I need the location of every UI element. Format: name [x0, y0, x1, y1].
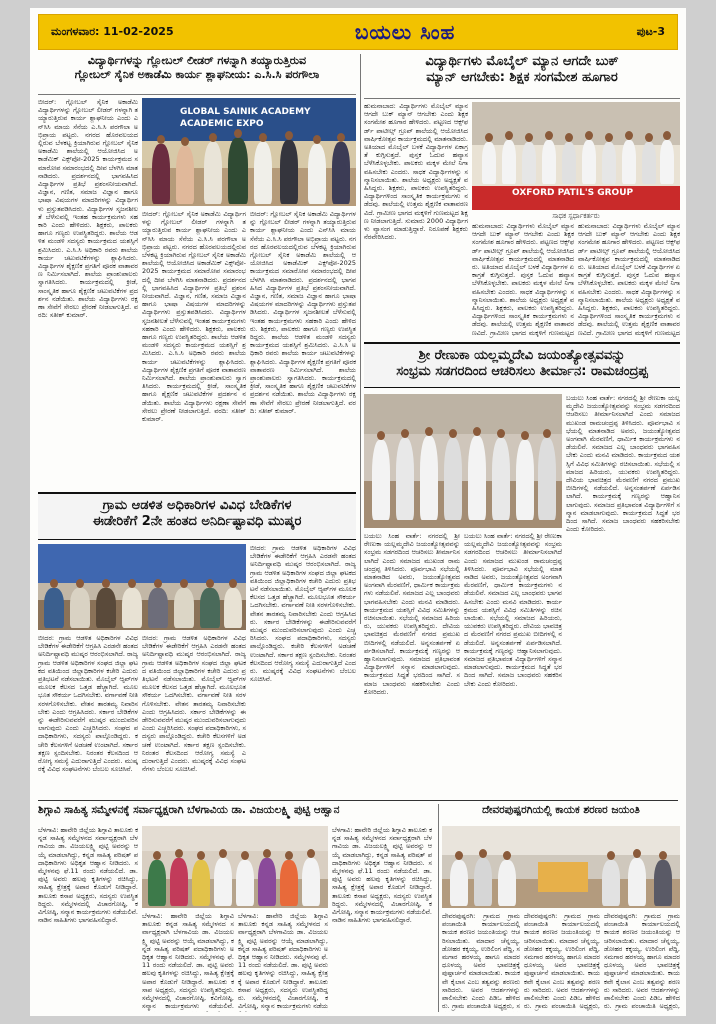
renuka-headline-line1: ಶ್ರೀ ರೇಣುಕಾ ಯಲ್ಲಮ್ಮದೇವಿ ಜಯಂತ್ಯೋತ್ಸವವನ್ನು: [418, 348, 626, 363]
sainik-body-col2: ಬೀದರ್: ಗ್ಲೋಬಲ್ ಸೈನಿಕ ಅಕಾಡೆಮಿ ವಿದ್ಯಾರ್ಥಿಗಳನ್ನು ಗ್ಲೋಬಲ್ ಲೀಡರ್ ಗಳನ್ನಾಗಿ ತಯ್ಯಾರುತ್ತಿರುವ ಕಾರ್ಯ ಶ್ಲಾಘನೀಯ ಎಂದು ಎನ್‌ಸಿಸಿ ಮಾಯ ಸೆನೆಯ ಎ.ಸಿ.ಸಿ ಪರಗೌಲಾ ಅಭಿಪ್ರಾಯ ಪಟ್ಟರು. ನಗರದ ಹೊರವಲಯದಲ್ಲಿರುವ ಬೆಳಕಟ್ಟ ಕ್ರಿಯಾಗಿರುವ ಗ್ಲೋಬಲ್ ಸೈನಿಕ ಅಕಾಡೆಮಿ ಶಾಲೆಯಲ್ಲಿ ಆಯೋಜಿಸಿದ ಅಕಾಡೆಮಿಕ್ ಎಕ್ಸ್‌ಪೋ-2025 ಕಾರ್ಯಕ್ರಮದ ಸಮಾರೋಪ ಸಮಾರಂಭದಲ್ಲಿ ದೀಪ ಬೆಳಗಿಸಿ ಮಾತನಾಡಿದರು. ಪ್ರದರ್ಶನದಲ್ಲಿ ಭಾಗವಹಿಸಿದ ವಿದ್ಯಾರ್ಥಿಗಳ ಪ್ರತಿಭೆ ಪ್ರಶಂಸನೀಯವಾಗಿದೆ. ವಿಜ್ಞಾನ, ಗಣಿತ, ಸಮಾಜ ವಿಜ್ಞಾನ ಹಾಗೂ ಭಾಷಾ ವಿಷಯಗಳ ಮಾದರಿಗಳನ್ನು ವಿದ್ಯಾರ್ಥಿಗಳು ಪ್ರಸ್ತುತಪಡಿಸಿದರು. ವಿದ್ಯಾರ್ಥಿಗಳ ಸೃಜನಶೀಲತೆ ಬೆಳೆಸುವಲ್ಲಿ ಇಂತಹ ಕಾರ್ಯಕ್ರಮಗಳು ಸಹಕಾರಿ ಎಂದು ಹೇಳಿದರು. ಶಿಕ್ಷಕರು, ಪಾಲಕರು ಹಾಗೂ ಗಣ್ಯರು ಉಪಸ್ಥಿತರಿದ್ದರು. ಶಾಲೆಯ ಆಡಳಿತ ಮಂಡಳಿ ಸದಸ್ಯರು ಕಾರ್ಯಕ್ರಮದ ಯಶಸ್ಸಿಗೆ ಶ್ರಮಿಸಿದರು. ಎ.ಸಿ.ಸಿ ಅಧಿಕಾರಿ ರವರು ಶಾಲೆಯ ಕಾರ್ಯ ಚಟುವಟಿಕೆಗಳನ್ನು ಶ್ಲಾಘಿಸಿದರು. ವಿದ್ಯಾರ್ಥಿಗಳ ಶೈಕ್ಷಣಿಕ ಪ್ರಗತಿಗೆ ಪೂರಕ ವಾತಾವರಣ ನಿರ್ಮಿಸಲಾಗಿದೆ. ಶಾಲೆಯ ಪ್ರಾಂಶುಪಾಲರು ಸ್ವಾಗತಿಸಿದರು. ಕಾರ್ಯಕ್ರಮದಲ್ಲಿ ಕ್ರೀಡೆ, ಸಾಂಸ್ಕೃತಿಕ ಹಾಗೂ ಶೈಕ್ಷಣಿಕ ಚಟುವಟಿಕೆಗಳ ಪ್ರದರ್ಶನ ನಡೆಯಿತು. ಶಾಲೆಯ ವಿದ್ಯಾರ್ಥಿಗಳು ರಕ್ಷಣಾ ಸೇವೆಗೆ ಸೇರಲು ಪ್ರೇರಣೆ ನೀಡಲಾಗುತ್ತಿದೆ. ವರದಿ: ಸತೀಶ್ ಕುಮಾರ್.: [142, 210, 246, 424]
renuka-body-col2: ಬಯಲು ಸಿಂಹ ವಾರ್ತೆ: ನಗರದಲ್ಲಿ ಶ್ರೀ ರೇಣುಕಾ ಯಲ್ಲಮ್ಮದೇವಿ ಜಯಂತ್ಯೋತ್ಸವವನ್ನು ಸಂಭ್ರಮ ಸಡಗರದಿಂದ ಆಚರಿಸಲು ತೀರ್ಮಾನಿಸಲಾಗಿದೆ ಎಂದು ಸಮಾಜದ ಮುಖಂಡ ರಾಮಚಂದ್ರಪ್ಪ ತಿಳಿಸಿದರು. ಪೂರ್ವಭಾವಿ ಸಭೆಯಲ್ಲಿ ಮಾತನಾಡಿದ ಅವರು, ಜಯಂತ್ಯೋತ್ಸವದ ಅಂಗವಾಗಿ ಮೆರವಣಿಗೆ, ಧಾರ್ಮಿಕ ಕಾರ್ಯಕ್ರಮಗಳು ನಡೆಯಲಿವೆ. ಸಮಾಜದ ಎಲ್ಲ ಬಾಂಧವರು ಭಾಗವಹಿಸಬೇಕು ಎಂದು ಮನವಿ ಮಾಡಿದರು. ಕಾರ್ಯಕ್ರಮದ ಯಶಸ್ಸಿಗೆ ವಿವಿಧ ಸಮಿತಿಗಳನ್ನು ರಚಿಸಲಾಯಿತು. ಸಭೆಯಲ್ಲಿ ಸಮಾಜದ ಹಿರಿಯರು, ಯುವಕರು ಉಪಸ್ಥಿತರಿದ್ದರು. ದೇವಿಯ ಭಾವಚಿತ್ರದ ಮೆರವಣಿಗೆ ನಗರದ ಪ್ರಮುಖ ಬೀದಿಗಳಲ್ಲಿ ನಡೆಯಲಿದೆ. ಅನ್ನಸಂತರ್ಪಣೆ ಏರ್ಪಡಿಸಲಾಗಿದೆ. ಕಾರ್ಯಕ್ರಮಕ್ಕೆ ಗಣ್ಯರನ್ನು ಆಹ್ವಾನಿಸಲಾಗುವುದು. ಸಮಾಜದ ಪ್ರತಿಭಾವಂತ ವಿದ್ಯಾರ್ಥಿಗಳಿಗೆ ಸನ್ಮಾನ ಮಾಡಲಾಗುವುದು. ಕಾರ್ಯಕ್ರಮದ ಸಿದ್ಧತೆ ಭರದಿಂದ ಸಾಗಿದೆ. ಸಮಾಜ ಬಾಂಧವರು ಸಹಕರಿಸಬೇಕು ಎಂದು ಕೋರಿದರು.: [364, 532, 460, 696]
sainik-headline: [38, 54, 356, 94]
gram-body-col2: ಬೀದರ: ಗ್ರಾಮ ಆಡಳಿತ ಅಧಿಕಾರಿಗಳ ವಿವಿಧ ಬೇಡಿಕೆಗಳ ಈಡೇರಿಕೆಗೆ ಆಗ್ರಹಿಸಿ ಎರಡನೇ ಹಂತದ ಅನಿರ್ದಿಷ್ಟಾವಧಿ ಮುಷ್ಕರ ಆರಂಭಿಸಲಾಗಿದೆ. ರಾಜ್ಯ ಗ್ರಾಮ ಆಡಳಿತ ಅಧಿಕಾರಿಗಳ ಸಂಘದ ಜಿಲ್ಲಾ ಘಟಕದ ವತಿಯಿಂದ ಜಿಲ್ಲಾಧಿಕಾರಿಗಳ ಕಚೇರಿ ಎದುರು ಪ್ರತಿಭಟನೆ ನಡೆಸಲಾಯಿತು. ಮೊಬೈಲ್ ಆ್ಯಪ್‌ಗಳ ಮೂಲಕ ಕೆಲಸದ ಒತ್ತಡ ಹೆಚ್ಚಾಗಿದೆ. ಮೂಲಭೂತ ಸೌಕರ್ಯ ಒದಗಿಸಬೇಕು. ವರ್ಗಾವಣೆ ನೀತಿ ಸರಳಗೊಳಿಸಬೇಕು. ವೇತನ ತಾರತಮ್ಯ ನಿವಾರಿಸಬೇಕು ಎಂದು ಆಗ್ರಹಿಸಿದರು. ಸರ್ಕಾರ ಬೇಡಿಕೆಗಳನ್ನು ಈಡೇರಿಸುವವರೆಗೆ ಮುಷ್ಕರ ಮುಂದುವರಿಸಲಾಗುವುದು ಎಂದು ಎಚ್ಚರಿಸಿದರು. ಸಂಘದ ಪದಾಧಿಕಾರಿಗಳು, ಸದಸ್ಯರು ಪಾಲ್ಗೊಂಡಿದ್ದರು. ಕಚೇರಿ ಕೆಲಸಗಳಿಗೆ ಅಡಚಣೆ ಉಂಟಾಗಿದೆ. ಸರ್ಕಾರ ತಕ್ಷಣ ಸ್ಪಂದಿಸಬೇಕು. ನಿರಂತರ ಕೆಲಸದಿಂದ ಆರೋಗ್ಯ ಸಮಸ್ಯೆ ಎದುರಾಗುತ್ತಿದೆ ಎಂದರು. ಮುಷ್ಕರಕ್ಕೆ ವಿವಿಧ ಸಂಘಟನೆಗಳು ಬೆಂಬಲ ಸೂಚಿಸಿವೆ.: [38, 634, 138, 774]
page-number: ಪುಟ-3: [636, 25, 665, 38]
kayaka-photo-portrait: [538, 862, 588, 892]
sahitya-photo: [142, 826, 328, 908]
mobile-body-col3: ಹುಮನಾಬಾದ: ವಿದ್ಯಾರ್ಥಿಗಳು ಮೊಬೈಲ್ ಮ್ಯಾನ ಆಗದೇ ಬುಕ್ ಮ್ಯಾನ್ ಆಗಬೇಕು ಎಂದು ಶಿಕ್ಷಕ ಸಂಗಮೇಶ ಹೂಗಾರ ಹೇಳಿದರು. ಪಟ್ಟಣದ ಆಕ್ಸ್‌ಫರ್ಡ್ ಪಾಟೀಲ್ಸ್ ಗ್ರೂಪ್ ಶಾಲೆಯಲ್ಲಿ ಆಯೋಜಿಸಿದ ವಾರ್ಷಿಕೋತ್ಸವ ಕಾರ್ಯಕ್ರಮದಲ್ಲಿ ಮಾತನಾಡಿದರು. ಅತಿಯಾದ ಮೊಬೈಲ್ ಬಳಕೆ ವಿದ್ಯಾರ್ಥಿಗಳ ಏಕಾಗ್ರತೆ ಕುಗ್ಗಿಸುತ್ತದೆ. ಪುಸ್ತಕ ಓದುವ ಹವ್ಯಾಸ ಬೆಳೆಸಿಕೊಳ್ಳಬೇಕು. ಪಾಲಕರು ಮಕ್ಕಳ ಮೇಲೆ ನಿಗಾ ವಹಿಸಬೇಕು ಎಂದರು. ಸಾಧಕ ವಿದ್ಯಾರ್ಥಿಗಳನ್ನು ಸನ್ಮಾನಿಸಲಾಯಿತು. ಶಾಲೆಯ ಅಧ್ಯಕ್ಷರು ಅಧ್ಯಕ್ಷತೆ ವಹಿಸಿದ್ದರು. ಶಿಕ್ಷಕರು, ಪಾಲಕರು ಉಪಸ್ಥಿತರಿದ್ದರು. ವಿದ್ಯಾರ್ಥಿಗಳಿಂದ ಸಾಂಸ್ಕೃತಿಕ ಕಾರ್ಯಕ್ರಮಗಳು ನಡೆದವು. ಶಾಲೆಯಲ್ಲಿ ಉತ್ತಮ ಶೈಕ್ಷಣಿಕ ವಾತಾವರಣವಿದೆ. ಗ್ರಾಮೀಣ ಭಾಗದ ಮಕ್ಕಳಿಗೆ ಗುಣಮಟ್ಟದ: [578, 222, 680, 337]
mobile-headline-line2: ಮ್ಯಾನ್ ಆಗಬೇಕು: ಶಿಕ್ಷಕ ಸಂಗಮೇಶ ಹೂಗಾರ: [426, 70, 618, 86]
mobile-body-col2: ಹುಮನಾಬಾದ: ವಿದ್ಯಾರ್ಥಿಗಳು ಮೊಬೈಲ್ ಮ್ಯಾನ ಆಗದೇ ಬುಕ್ ಮ್ಯಾನ್ ಆಗಬೇಕು ಎಂದು ಶಿಕ್ಷಕ ಸಂಗಮೇಶ ಹೂಗಾರ ಹೇಳಿದರು. ಪಟ್ಟಣದ ಆಕ್ಸ್‌ಫರ್ಡ್ ಪಾಟೀಲ್ಸ್ ಗ್ರೂಪ್ ಶಾಲೆಯಲ್ಲಿ ಆಯೋಜಿಸಿದ ವಾರ್ಷಿಕೋತ್ಸವ ಕಾರ್ಯಕ್ರಮದಲ್ಲಿ ಮಾತನಾಡಿದರು. ಅತಿಯಾದ ಮೊಬೈಲ್ ಬಳಕೆ ವಿದ್ಯಾರ್ಥಿಗಳ ಏಕಾಗ್ರತೆ ಕುಗ್ಗಿಸುತ್ತದೆ. ಪುಸ್ತಕ ಓದುವ ಹವ್ಯಾಸ ಬೆಳೆಸಿಕೊಳ್ಳಬೇಕು. ಪಾಲಕರು ಮಕ್ಕಳ ಮೇಲೆ ನಿಗಾ ವಹಿಸಬೇಕು ಎಂದರು. ಸಾಧಕ ವಿದ್ಯಾರ್ಥಿಗಳನ್ನು ಸನ್ಮಾನಿಸಲಾಯಿತು. ಶಾಲೆಯ ಅಧ್ಯಕ್ಷರು ಅಧ್ಯಕ್ಷತೆ ವಹಿಸಿದ್ದರು. ಶಿಕ್ಷಕರು, ಪಾಲಕರು ಉಪಸ್ಥಿತರಿದ್ದರು. ವಿದ್ಯಾರ್ಥಿಗಳಿಂದ ಸಾಂಸ್ಕೃತಿಕ ಕಾರ್ಯಕ್ರಮಗಳು ನಡೆದವು. ಶಾಲೆಯಲ್ಲಿ ಉತ್ತಮ ಶೈಕ್ಷಣಿಕ ವಾತಾವರಣವಿದೆ. ಗ್ರಾಮೀಣ ಭಾಗದ ಮಕ್ಕಳಿಗೆ ಗುಣಮಟ್ಟದ: [472, 222, 574, 337]
sahitya-body-col2: ಬೆಳಗಾವಿ: ಹಾವೇರಿ ಜಿಲ್ಲೆಯ ಶಿಗ್ಗಾವಿ ತಾಲೂಕು ಕನ್ನಡ ಸಾಹಿತ್ಯ ಸಮ್ಮೇಳನದ ಸರ್ವಾಧ್ಯಕ್ಷರಾಗಿ ಬೆಳಗಾವಿಯ ಡಾ. ವಿಜಯಲಕ್ಷ್ಮಿ ಪುಟ್ಟಿ ಅವರನ್ನು ಆಯ್ಕೆ ಮಾಡಲಾಗಿದ್ದು, ಕನ್ನಡ ಸಾಹಿತ್ಯ ಪರಿಷತ್ ಪದಾಧಿಕಾರಿಗಳು ಅಧಿಕೃತ ಆಹ್ವಾನ ನೀಡಿದರು. ಸಮ್ಮೇಳನವು ಫೆ.11 ರಂದು ನಡೆಯಲಿದೆ. ಡಾ. ಪುಟ್ಟಿ ಅವರು ಹಲವು ಕೃತಿಗಳನ್ನು ರಚಿಸಿದ್ದು, ಸಾಹಿತ್ಯ ಕ್ಷೇತ್ರಕ್ಕೆ ಅಪಾರ ಕೊಡುಗೆ ನೀಡಿದ್ದಾರೆ. ತಾಲೂಕು ಕಸಾಪ ಅಧ್ಯಕ್ಷರು, ಸದಸ್ಯರು ಉಪಸ್ಥಿತರಿದ್ದರು. ಸಮ್ಮೇಳನದಲ್ಲಿ ವಿಚಾರಗೋಷ್ಠಿ, ಕವಿಗೋಷ್ಠಿ, ಸನ್ಮಾನ ಕಾರ್ಯಕ್ರಮಗಳು ನಡೆಯಲಿವೆ.: [142, 912, 234, 1011]
mobile-photo: [472, 102, 680, 210]
issue-date: ಮಂಗಳವಾರ: 11-02-2025: [51, 25, 174, 38]
gram-headline-line2: ಈಡೇರಿಕೆಗೆ 2ನೇ ಹಂತದ ಅನಿರ್ದಿಷ್ಟಾವಧಿ ಮುಷ್ಕರ: [92, 514, 302, 530]
sahitya-headline: ಶಿಗ್ಗಾವಿ ಸಾಹಿತ್ಯ ಸಮ್ಮೇಳನಕ್ಕೆ ಸರ್ವಾಧ್ಯಕ್ಷರಾಗಿ ಬೆಳಗಾವಿಯ ಡಾ. ವಿಜಯಲಕ್ಷ್ಮಿ ಪುಟ್ಟಿ ಆಹ್ವಾನ: [38, 804, 340, 816]
kayaka-body-col2: ದೇವರಪುಷ್ಪರಗಿ: ಗ್ರಾಮದ ಗ್ರಾಮ ಪಂಚಾಯಿತಿ ಕಾರ್ಯಾಲಯದಲ್ಲಿ ಕಾಯಕ ಶರಣರ ಜಯಂತಿಯನ್ನು ಆಚರಿಸಲಾಯಿತು. ಮಾದಾರ ಚೆನ್ನಯ್ಯ, ಡೋಹರ ಕಕ್ಕಯ್ಯ, ಉರಿಲಿಂಗ ಪೆದ್ದಿ, ಸಮಗಾರ ಹರಳಯ್ಯ ಹಾಗೂ ಮಾದರ ಧೂಳಯ್ಯ ಅವರ ಭಾವಚಿತ್ರಕ್ಕೆ ಪುಷ್ಪಾರ್ಚನೆ ಮಾಡಲಾಯಿತು. ಕಾಯಕವೇ ಕೈಲಾಸ ಎಂಬ ತತ್ವವನ್ನು ಶರಣರು ಸಾರಿದರು. ಅವರ ಆದರ್ಶಗಳನ್ನು ಪಾಲಿಸಬೇಕು ಎಂದು ಪಿಡಿಒ ಹೇಳಿದರು. ಗ್ರಾಮ ಪಂಚಾಯಿತಿ ಅಧ್ಯಕ್ಷರು,: [524, 912, 600, 1011]
newspaper-page: [30, 8, 686, 1016]
sainik-body-col3: ಬೀದರ್: ಗ್ಲೋಬಲ್ ಸೈನಿಕ ಅಕಾಡೆಮಿ ವಿದ್ಯಾರ್ಥಿಗಳನ್ನು ಗ್ಲೋಬಲ್ ಲೀಡರ್ ಗಳನ್ನಾಗಿ ತಯ್ಯಾರುತ್ತಿರುವ ಕಾರ್ಯ ಶ್ಲಾಘನೀಯ ಎಂದು ಎನ್‌ಸಿಸಿ ಮಾಯ ಸೆನೆಯ ಎ.ಸಿ.ಸಿ ಪರಗೌಲಾ ಅಭಿಪ್ರಾಯ ಪಟ್ಟರು. ನಗರದ ಹೊರವಲಯದಲ್ಲಿರುವ ಬೆಳಕಟ್ಟ ಕ್ರಿಯಾಗಿರುವ ಗ್ಲೋಬಲ್ ಸೈನಿಕ ಅಕಾಡೆಮಿ ಶಾಲೆಯಲ್ಲಿ ಆಯೋಜಿಸಿದ ಅಕಾಡೆಮಿಕ್ ಎಕ್ಸ್‌ಪೋ-2025 ಕಾರ್ಯಕ್ರಮದ ಸಮಾರೋಪ ಸಮಾರಂಭದಲ್ಲಿ ದೀಪ ಬೆಳಗಿಸಿ ಮಾತನಾಡಿದರು. ಪ್ರದರ್ಶನದಲ್ಲಿ ಭಾಗವಹಿಸಿದ ವಿದ್ಯಾರ್ಥಿಗಳ ಪ್ರತಿಭೆ ಪ್ರಶಂಸನೀಯವಾಗಿದೆ. ವಿಜ್ಞಾನ, ಗಣಿತ, ಸಮಾಜ ವಿಜ್ಞಾನ ಹಾಗೂ ಭಾಷಾ ವಿಷಯಗಳ ಮಾದರಿಗಳನ್ನು ವಿದ್ಯಾರ್ಥಿಗಳು ಪ್ರಸ್ತುತಪಡಿಸಿದರು. ವಿದ್ಯಾರ್ಥಿಗಳ ಸೃಜನಶೀಲತೆ ಬೆಳೆಸುವಲ್ಲಿ ಇಂತಹ ಕಾರ್ಯಕ್ರಮಗಳು ಸಹಕಾರಿ ಎಂದು ಹೇಳಿದರು. ಶಿಕ್ಷಕರು, ಪಾಲಕರು ಹಾಗೂ ಗಣ್ಯರು ಉಪಸ್ಥಿತರಿದ್ದರು. ಶಾಲೆಯ ಆಡಳಿತ ಮಂಡಳಿ ಸದಸ್ಯರು ಕಾರ್ಯಕ್ರಮದ ಯಶಸ್ಸಿಗೆ ಶ್ರಮಿಸಿದರು. ಎ.ಸಿ.ಸಿ ಅಧಿಕಾರಿ ರವರು ಶಾಲೆಯ ಕಾರ್ಯ ಚಟುವಟಿಕೆಗಳನ್ನು ಶ್ಲಾಘಿಸಿದರು. ವಿದ್ಯಾರ್ಥಿಗಳ ಶೈಕ್ಷಣಿಕ ಪ್ರಗತಿಗೆ ಪೂರಕ ವಾತಾವರಣ ನಿರ್ಮಿಸಲಾಗಿದೆ. ಶಾಲೆಯ ಪ್ರಾಂಶುಪಾಲರು ಸ್ವಾಗತಿಸಿದರು. ಕಾರ್ಯಕ್ರಮದಲ್ಲಿ ಕ್ರೀಡೆ, ಸಾಂಸ್ಕೃತಿಕ ಹಾಗೂ ಶೈಕ್ಷಣಿಕ ಚಟುವಟಿಕೆಗಳ ಪ್ರದರ್ಶನ ನಡೆಯಿತು. ಶಾಲೆಯ ವಿದ್ಯಾರ್ಥಿಗಳು ರಕ್ಷಣಾ ಸೇವೆಗೆ ಸೇರಲು ಪ್ರೇರಣೆ ನೀಡಲಾಗುತ್ತಿದೆ. ವರದಿ: ಸತೀಶ್ ಕುಮಾರ್.: [250, 210, 356, 415]
sahitya-body-col4: ಬೆಳಗಾವಿ: ಹಾವೇರಿ ಜಿಲ್ಲೆಯ ಶಿಗ್ಗಾವಿ ತಾಲೂಕು ಕನ್ನಡ ಸಾಹಿತ್ಯ ಸಮ್ಮೇಳನದ ಸರ್ವಾಧ್ಯಕ್ಷರಾಗಿ ಬೆಳಗಾವಿಯ ಡಾ. ವಿಜಯಲಕ್ಷ್ಮಿ ಪುಟ್ಟಿ ಅವರನ್ನು ಆಯ್ಕೆ ಮಾಡಲಾಗಿದ್ದು, ಕನ್ನಡ ಸಾಹಿತ್ಯ ಪರಿಷತ್ ಪದಾಧಿಕಾರಿಗಳು ಅಧಿಕೃತ ಆಹ್ವಾನ ನೀಡಿದರು. ಸಮ್ಮೇಳನವು ಫೆ.11 ರಂದು ನಡೆಯಲಿದೆ. ಡಾ. ಪುಟ್ಟಿ ಅವರು ಹಲವು ಕೃತಿಗಳನ್ನು ರಚಿಸಿದ್ದು, ಸಾಹಿತ್ಯ ಕ್ಷೇತ್ರಕ್ಕೆ ಅಪಾರ ಕೊಡುಗೆ ನೀಡಿದ್ದಾರೆ. ತಾಲೂಕು ಕಸಾಪ ಅಧ್ಯಕ್ಷರು, ಸದಸ್ಯರು ಉಪಸ್ಥಿತರಿದ್ದರು. ಸಮ್ಮೇಳನದಲ್ಲಿ ವಿಚಾರಗೋಷ್ಠಿ, ಕವಿಗೋಷ್ಠಿ, ಸನ್ಮಾನ ಕಾರ್ಯಕ್ರಮಗಳು ನಡೆಯಲಿವೆ. ನಾಡಿನ ಸಾಹಿತಿಗಳು ಭಾಗವಹಿಸಲಿದ್ದಾರೆ.: [332, 826, 432, 925]
gram-photo: [38, 544, 246, 630]
newspaper-title: ಬಯಲು ಸಿಂಹ: [354, 20, 456, 44]
mobile-headline: [364, 54, 680, 98]
gram-body-col1: ಬೀದರ: ಗ್ರಾಮ ಆಡಳಿತ ಅಧಿಕಾರಿಗಳ ವಿವಿಧ ಬೇಡಿಕೆಗಳ ಈಡೇರಿಕೆಗೆ ಆಗ್ರಹಿಸಿ ಎರಡನೇ ಹಂತದ ಅನಿರ್ದಿಷ್ಟಾವಧಿ ಮುಷ್ಕರ ಆರಂಭಿಸಲಾಗಿದೆ. ರಾಜ್ಯ ಗ್ರಾಮ ಆಡಳಿತ ಅಧಿಕಾರಿಗಳ ಸಂಘದ ಜಿಲ್ಲಾ ಘಟಕದ ವತಿಯಿಂದ ಜಿಲ್ಲಾಧಿಕಾರಿಗಳ ಕಚೇರಿ ಎದುರು ಪ್ರತಿಭಟನೆ ನಡೆಸಲಾಯಿತು. ಮೊಬೈಲ್ ಆ್ಯಪ್‌ಗಳ ಮೂಲಕ ಕೆಲಸದ ಒತ್ತಡ ಹೆಚ್ಚಾಗಿದೆ. ಮೂಲಭೂತ ಸೌಕರ್ಯ ಒದಗಿಸಬೇಕು. ವರ್ಗಾವಣೆ ನೀತಿ ಸರಳಗೊಳಿಸಬೇಕು. ವೇತನ ತಾರತಮ್ಯ ನಿವಾರಿಸಬೇಕು ಎಂದು ಆಗ್ರಹಿಸಿದರು. ಸರ್ಕಾರ ಬೇಡಿಕೆಗಳನ್ನು ಈಡೇರಿಸುವವರೆಗೆ ಮುಷ್ಕರ ಮುಂದುವರಿಸಲಾಗುವುದು ಎಂದು ಎಚ್ಚರಿಸಿದರು. ಸಂಘದ ಪದಾಧಿಕಾರಿಗಳು, ಸದಸ್ಯರು ಪಾಲ್ಗೊಂಡಿದ್ದರು. ಕಚೇರಿ ಕೆಲಸಗಳಿಗೆ ಅಡಚಣೆ ಉಂಟಾಗಿದೆ. ಸರ್ಕಾರ ತಕ್ಷಣ ಸ್ಪಂದಿಸಬೇಕು. ನಿರಂತರ ಕೆಲಸದಿಂದ ಆರೋಗ್ಯ ಸಮಸ್ಯೆ ಎದುರಾಗುತ್ತಿದೆ ಎಂದರು. ಮುಷ್ಕರಕ್ಕೆ ವಿವಿಧ ಸಂಘಟನೆಗಳು ಬೆಂಬಲ ಸೂಚಿಸಿವೆ.: [250, 544, 356, 684]
renuka-body-col3: ಬಯಲು ಸಿಂಹ ವಾರ್ತೆ: ನಗರದಲ್ಲಿ ಶ್ರೀ ರೇಣುಕಾ ಯಲ್ಲಮ್ಮದೇವಿ ಜಯಂತ್ಯೋತ್ಸವವನ್ನು ಸಂಭ್ರಮ ಸಡಗರದಿಂದ ಆಚರಿಸಲು ತೀರ್ಮಾನಿಸಲಾಗಿದೆ ಎಂದು ಸಮಾಜದ ಮುಖಂಡ ರಾಮಚಂದ್ರಪ್ಪ ತಿಳಿಸಿದರು. ಪೂರ್ವಭಾವಿ ಸಭೆಯಲ್ಲಿ ಮಾತನಾಡಿದ ಅವರು, ಜಯಂತ್ಯೋತ್ಸವದ ಅಂಗವಾಗಿ ಮೆರವಣಿಗೆ, ಧಾರ್ಮಿಕ ಕಾರ್ಯಕ್ರಮಗಳು ನಡೆಯಲಿವೆ. ಸಮಾಜದ ಎಲ್ಲ ಬಾಂಧವರು ಭಾಗವಹಿಸಬೇಕು ಎಂದು ಮನವಿ ಮಾಡಿದರು. ಕಾರ್ಯಕ್ರಮದ ಯಶಸ್ಸಿಗೆ ವಿವಿಧ ಸಮಿತಿಗಳನ್ನು ರಚಿಸಲಾಯಿತು. ಸಭೆಯಲ್ಲಿ ಸಮಾಜದ ಹಿರಿಯರು, ಯುವಕರು ಉಪಸ್ಥಿತರಿದ್ದರು. ದೇವಿಯ ಭಾವಚಿತ್ರದ ಮೆರವಣಿಗೆ ನಗರದ ಪ್ರಮುಖ ಬೀದಿಗಳಲ್ಲಿ ನಡೆಯಲಿದೆ. ಅನ್ನಸಂತರ್ಪಣೆ ಏರ್ಪಡಿಸಲಾಗಿದೆ. ಕಾರ್ಯಕ್ರಮಕ್ಕೆ ಗಣ್ಯರನ್ನು ಆಹ್ವಾನಿಸಲಾಗುವುದು. ಸಮಾಜದ ಪ್ರತಿಭಾವಂತ ವಿದ್ಯಾರ್ಥಿಗಳಿಗೆ ಸನ್ಮಾನ ಮಾಡಲಾಗುವುದು. ಕಾರ್ಯಕ್ರಮದ ಸಿದ್ಧತೆ ಭರದಿಂದ ಸಾಗಿದೆ. ಸಮಾಜ ಬಾಂಧವರು ಸಹಕರಿಸಬೇಕು ಎಂದು ಕೋರಿದರು.: [464, 532, 562, 688]
kayaka-headline: ದೇವರಪುಷ್ಪರಗಿಯಲ್ಲಿ ಕಾಯಕ ಶರಣರ ಜಯಂತಿ: [482, 804, 640, 816]
kayaka-photo: [442, 826, 680, 908]
mobile-photo-banner: OXFORD PATIL'S GROUP: [512, 188, 634, 198]
sahitya-body-col1: ಬೆಳಗಾವಿ: ಹಾವೇರಿ ಜಿಲ್ಲೆಯ ಶಿಗ್ಗಾವಿ ತಾಲೂಕು ಕನ್ನಡ ಸಾಹಿತ್ಯ ಸಮ್ಮೇಳನದ ಸರ್ವಾಧ್ಯಕ್ಷರಾಗಿ ಬೆಳಗಾವಿಯ ಡಾ. ವಿಜಯಲಕ್ಷ್ಮಿ ಪುಟ್ಟಿ ಅವರನ್ನು ಆಯ್ಕೆ ಮಾಡಲಾಗಿದ್ದು, ಕನ್ನಡ ಸಾಹಿತ್ಯ ಪರಿಷತ್ ಪದಾಧಿಕಾರಿಗಳು ಅಧಿಕೃತ ಆಹ್ವಾನ ನೀಡಿದರು. ಸಮ್ಮೇಳನವು ಫೆ.11 ರಂದು ನಡೆಯಲಿದೆ. ಡಾ. ಪುಟ್ಟಿ ಅವರು ಹಲವು ಕೃತಿಗಳನ್ನು ರಚಿಸಿದ್ದು, ಸಾಹಿತ್ಯ ಕ್ಷೇತ್ರಕ್ಕೆ ಅಪಾರ ಕೊಡುಗೆ ನೀಡಿದ್ದಾರೆ. ತಾಲೂಕು ಕಸಾಪ ಅಧ್ಯಕ್ಷರು, ಸದಸ್ಯರು ಉಪಸ್ಥಿತರಿದ್ದರು. ಸಮ್ಮೇಳನದಲ್ಲಿ ವಿಚಾರಗೋಷ್ಠಿ, ಕವಿಗೋಷ್ಠಿ, ಸನ್ಮಾನ ಕಾರ್ಯಕ್ರಮಗಳು ನಡೆಯಲಿವೆ. ನಾಡಿನ ಸಾಹಿತಿಗಳು ಭಾಗವಹಿಸಲಿದ್ದಾರೆ.: [38, 826, 138, 925]
masthead: [38, 14, 678, 50]
gram-body-col3: ಬೀದರ: ಗ್ರಾಮ ಆಡಳಿತ ಅಧಿಕಾರಿಗಳ ವಿವಿಧ ಬೇಡಿಕೆಗಳ ಈಡೇರಿಕೆಗೆ ಆಗ್ರಹಿಸಿ ಎರಡನೇ ಹಂತದ ಅನಿರ್ದಿಷ್ಟಾವಧಿ ಮುಷ್ಕರ ಆರಂಭಿಸಲಾಗಿದೆ. ರಾಜ್ಯ ಗ್ರಾಮ ಆಡಳಿತ ಅಧಿಕಾರಿಗಳ ಸಂಘದ ಜಿಲ್ಲಾ ಘಟಕದ ವತಿಯಿಂದ ಜಿಲ್ಲಾಧಿಕಾರಿಗಳ ಕಚೇರಿ ಎದುರು ಪ್ರತಿಭಟನೆ ನಡೆಸಲಾಯಿತು. ಮೊಬೈಲ್ ಆ್ಯಪ್‌ಗಳ ಮೂಲಕ ಕೆಲಸದ ಒತ್ತಡ ಹೆಚ್ಚಾಗಿದೆ. ಮೂಲಭೂತ ಸೌಕರ್ಯ ಒದಗಿಸಬೇಕು. ವರ್ಗಾವಣೆ ನೀತಿ ಸರಳಗೊಳಿಸಬೇಕು. ವೇತನ ತಾರತಮ್ಯ ನಿವಾರಿಸಬೇಕು ಎಂದು ಆಗ್ರಹಿಸಿದರು. ಸರ್ಕಾರ ಬೇಡಿಕೆಗಳನ್ನು ಈಡೇರಿಸುವವರೆಗೆ ಮುಷ್ಕರ ಮುಂದುವರಿಸಲಾಗುವುದು ಎಂದು ಎಚ್ಚರಿಸಿದರು. ಸಂಘದ ಪದಾಧಿಕಾರಿಗಳು, ಸದಸ್ಯರು ಪಾಲ್ಗೊಂಡಿದ್ದರು. ಕಚೇರಿ ಕೆಲಸಗಳಿಗೆ ಅಡಚಣೆ ಉಂಟಾಗಿದೆ. ಸರ್ಕಾರ ತಕ್ಷಣ ಸ್ಪಂದಿಸಬೇಕು. ನಿರಂತರ ಕೆಲಸದಿಂದ ಆರೋಗ್ಯ ಸಮಸ್ಯೆ ಎದುರಾಗುತ್ತಿದೆ ಎಂದರು. ಮುಷ್ಕರಕ್ಕೆ ವಿವಿಧ ಸಂಘಟನೆಗಳು ಬೆಂಬಲ ಸೂಚಿಸಿವೆ.: [142, 634, 246, 774]
mobile-body-col1: ಹುಮನಾಬಾದ: ವಿದ್ಯಾರ್ಥಿಗಳು ಮೊಬೈಲ್ ಮ್ಯಾನ ಆಗದೇ ಬುಕ್ ಮ್ಯಾನ್ ಆಗಬೇಕು ಎಂದು ಶಿಕ್ಷಕ ಸಂಗಮೇಶ ಹೂಗಾರ ಹೇಳಿದರು. ಪಟ್ಟಣದ ಆಕ್ಸ್‌ಫರ್ಡ್ ಪಾಟೀಲ್ಸ್ ಗ್ರೂಪ್ ಶಾಲೆಯಲ್ಲಿ ಆಯೋಜಿಸಿದ ವಾರ್ಷಿಕೋತ್ಸವ ಕಾರ್ಯಕ್ರಮದಲ್ಲಿ ಮಾತನಾಡಿದರು. ಅತಿಯಾದ ಮೊಬೈಲ್ ಬಳಕೆ ವಿದ್ಯಾರ್ಥಿಗಳ ಏಕಾಗ್ರತೆ ಕುಗ್ಗಿಸುತ್ತದೆ. ಪುಸ್ತಕ ಓದುವ ಹವ್ಯಾಸ ಬೆಳೆಸಿಕೊಳ್ಳಬೇಕು. ಪಾಲಕರು ಮಕ್ಕಳ ಮೇಲೆ ನಿಗಾ ವಹಿಸಬೇಕು ಎಂದರು. ಸಾಧಕ ವಿದ್ಯಾರ್ಥಿಗಳನ್ನು ಸನ್ಮಾನಿಸಲಾಯಿತು. ಶಾಲೆಯ ಅಧ್ಯಕ್ಷರು ಅಧ್ಯಕ್ಷತೆ ವಹಿಸಿದ್ದರು. ಶಿಕ್ಷಕರು, ಪಾಲಕರು ಉಪಸ್ಥಿತರಿದ್ದರು. ವಿದ್ಯಾರ್ಥಿಗಳಿಂದ ಸಾಂಸ್ಕೃತಿಕ ಕಾರ್ಯಕ್ರಮಗಳು ನಡೆದವು. ಶಾಲೆಯಲ್ಲಿ ಉತ್ತಮ ಶೈಕ್ಷಣಿಕ ವಾತಾವರಣವಿದೆ. ಗ್ರಾಮೀಣ ಭಾಗದ ಮಕ್ಕಳಿಗೆ ಗುಣಮಟ್ಟದ ಶಿಕ್ಷಣ ನೀಡಲಾಗುತ್ತಿದೆ. ಸುಮಾರು 2000 ವಿದ್ಯಾರ್ಥಿಗಳು ವ್ಯಾಸಂಗ ಮಾಡುತ್ತಿದ್ದಾರೆ. ನಿರೂಪಣೆ ಶಿಕ್ಷಕರು ನೆರವೇರಿಸಿದರು.: [364, 102, 468, 242]
mobile-headline-line1: ವಿದ್ಯಾರ್ಥಿಗಳು ಮೊಬೈಲ್ ಮ್ಯಾನ ಆಗದೇ ಬುಕ್: [425, 54, 619, 69]
sainik-body-col1: ಬೀದರ್: ಗ್ಲೋಬಲ್ ಸೈನಿಕ ಅಕಾಡೆಮಿ ವಿದ್ಯಾರ್ಥಿಗಳನ್ನು ಗ್ಲೋಬಲ್ ಲೀಡರ್ ಗಳನ್ನಾಗಿ ತಯ್ಯಾರುತ್ತಿರುವ ಕಾರ್ಯ ಶ್ಲಾಘನೀಯ ಎಂದು ಎನ್‌ಸಿಸಿ ಮಾಯ ಸೆನೆಯ ಎ.ಸಿ.ಸಿ ಪರಗೌಲಾ ಅಭಿಪ್ರಾಯ ಪಟ್ಟರು. ನಗರದ ಹೊರವಲಯದಲ್ಲಿರುವ ಬೆಳಕಟ್ಟ ಕ್ರಿಯಾಗಿರುವ ಗ್ಲೋಬಲ್ ಸೈನಿಕ ಅಕಾಡೆಮಿ ಶಾಲೆಯಲ್ಲಿ ಆಯೋಜಿಸಿದ ಅಕಾಡೆಮಿಕ್ ಎಕ್ಸ್‌ಪೋ-2025 ಕಾರ್ಯಕ್ರಮದ ಸಮಾರೋಪ ಸಮಾರಂಭದಲ್ಲಿ ದೀಪ ಬೆಳಗಿಸಿ ಮಾತನಾಡಿದರು. ಪ್ರದರ್ಶನದಲ್ಲಿ ಭಾಗವಹಿಸಿದ ವಿದ್ಯಾರ್ಥಿಗಳ ಪ್ರತಿಭೆ ಪ್ರಶಂಸನೀಯವಾಗಿದೆ. ವಿಜ್ಞಾನ, ಗಣಿತ, ಸಮಾಜ ವಿಜ್ಞಾನ ಹಾಗೂ ಭಾಷಾ ವಿಷಯಗಳ ಮಾದರಿಗಳನ್ನು ವಿದ್ಯಾರ್ಥಿಗಳು ಪ್ರಸ್ತುತಪಡಿಸಿದರು. ವಿದ್ಯಾರ್ಥಿಗಳ ಸೃಜನಶೀಲತೆ ಬೆಳೆಸುವಲ್ಲಿ ಇಂತಹ ಕಾರ್ಯಕ್ರಮಗಳು ಸಹಕಾರಿ ಎಂದು ಹೇಳಿದರು. ಶಿಕ್ಷಕರು, ಪಾಲಕರು ಹಾಗೂ ಗಣ್ಯರು ಉಪಸ್ಥಿತರಿದ್ದರು. ಶಾಲೆಯ ಆಡಳಿತ ಮಂಡಳಿ ಸದಸ್ಯರು ಕಾರ್ಯಕ್ರಮದ ಯಶಸ್ಸಿಗೆ ಶ್ರಮಿಸಿದರು. ಎ.ಸಿ.ಸಿ ಅಧಿಕಾರಿ ರವರು ಶಾಲೆಯ ಕಾರ್ಯ ಚಟುವಟಿಕೆಗಳನ್ನು ಶ್ಲಾಘಿಸಿದರು. ವಿದ್ಯಾರ್ಥಿಗಳ ಶೈಕ್ಷಣಿಕ ಪ್ರಗತಿಗೆ ಪೂರಕ ವಾತಾವರಣ ನಿರ್ಮಿಸಲಾಗಿದೆ. ಶಾಲೆಯ ಪ್ರಾಂಶುಪಾಲರು ಸ್ವಾಗತಿಸಿದರು. ಕಾರ್ಯಕ್ರಮದಲ್ಲಿ ಕ್ರೀಡೆ, ಸಾಂಸ್ಕೃತಿಕ ಹಾಗೂ ಶೈಕ್ಷಣಿಕ ಚಟುವಟಿಕೆಗಳ ಪ್ರದರ್ಶನ ನಡೆಯಿತು. ಶಾಲೆಯ ವಿದ್ಯಾರ್ಥಿಗಳು ರಕ್ಷಣಾ ಸೇವೆಗೆ ಸೇರಲು ಪ್ರೇರಣೆ ನೀಡಲಾಗುತ್ತಿದೆ. ವರದಿ: ಸತೀಶ್ ಕುಮಾರ್.: [38, 98, 138, 320]
sainik-photo: [142, 98, 356, 206]
sainik-headline-line1: ವಿದ್ಯಾರ್ಥಿಗಳನ್ನು ಗ್ಲೋಬಲ್ ಲೀಡರ್ ಗಳನ್ನಾಗಿ ತಯ್ಯಾರುತ್ತಿರುವ: [87, 54, 307, 67]
gram-headline-line1: ಗ್ರಾಮ ಆಡಳಿತ ಅಧಿಕಾರಿಗಳ ವಿವಿಧ ಬೇಡಿಕೆಗಳ: [102, 498, 292, 513]
renuka-headline: [364, 342, 680, 388]
renuka-headline-line2: ಸಂಭ್ರಮ ಸಡಗರದಿಂದ ಆಚರಿಸಲು ತೀರ್ಮಾನ: ರಾಮಚಂದ್ರಪ್ಪ: [396, 364, 648, 380]
mobile-photo-caption: ಸಾಧಕ ಸ್ಪರ್ಧಾಕರ್ತರು: [552, 212, 600, 220]
sainik-headline-line2: ಗ್ಲೋಬಲ್ ಸೈನಿಕ ಅಕಾಡೆಮಿ ಕಾರ್ಯ ಶ್ಲಾಘನೀಯ: ಎ.ಸಿ.ಸಿ ಪರಗೌಲಾ: [74, 67, 320, 81]
sainik-photo-banner: GLOBAL SAINIK ACADEMY ACADEMIC EXPO: [180, 107, 311, 129]
sahitya-body-col3: ಬೆಳಗಾವಿ: ಹಾವೇರಿ ಜಿಲ್ಲೆಯ ಶಿಗ್ಗಾವಿ ತಾಲೂಕು ಕನ್ನಡ ಸಾಹಿತ್ಯ ಸಮ್ಮೇಳನದ ಸರ್ವಾಧ್ಯಕ್ಷರಾಗಿ ಬೆಳಗಾವಿಯ ಡಾ. ವಿಜಯಲಕ್ಷ್ಮಿ ಪುಟ್ಟಿ ಅವರನ್ನು ಆಯ್ಕೆ ಮಾಡಲಾಗಿದ್ದು, ಕನ್ನಡ ಸಾಹಿತ್ಯ ಪರಿಷತ್ ಪದಾಧಿಕಾರಿಗಳು ಅಧಿಕೃತ ಆಹ್ವಾನ ನೀಡಿದರು. ಸಮ್ಮೇಳನವು ಫೆ.11 ರಂದು ನಡೆಯಲಿದೆ. ಡಾ. ಪುಟ್ಟಿ ಅವರು ಹಲವು ಕೃತಿಗಳನ್ನು ರಚಿಸಿದ್ದು, ಸಾಹಿತ್ಯ ಕ್ಷೇತ್ರಕ್ಕೆ ಅಪಾರ ಕೊಡುಗೆ ನೀಡಿದ್ದಾರೆ. ತಾಲೂಕು ಕಸಾಪ ಅಧ್ಯಕ್ಷರು, ಸದಸ್ಯರು ಉಪಸ್ಥಿತರಿದ್ದರು. ಸಮ್ಮೇಳನದಲ್ಲಿ ವಿಚಾರಗೋಷ್ಠಿ, ಕವಿಗೋಷ್ಠಿ, ಸನ್ಮಾನ ಕಾರ್ಯಕ್ರಮಗಳು ನಡೆಯ: [238, 912, 328, 1011]
gram-headline: [38, 492, 356, 540]
kayaka-body-col3: ದೇವರಪುಷ್ಪರಗಿ: ಗ್ರಾಮದ ಗ್ರಾಮ ಪಂಚಾಯಿತಿ ಕಾರ್ಯಾಲಯದಲ್ಲಿ ಕಾಯಕ ಶರಣರ ಜಯಂತಿಯನ್ನು ಆಚರಿಸಲಾಯಿತು. ಮಾದಾರ ಚೆನ್ನಯ್ಯ, ಡೋಹರ ಕಕ್ಕಯ್ಯ, ಉರಿಲಿಂಗ ಪೆದ್ದಿ, ಸಮಗಾರ ಹರಳಯ್ಯ ಹಾಗೂ ಮಾದರ ಧೂಳಯ್ಯ ಅವರ ಭಾವಚಿತ್ರಕ್ಕೆ ಪುಷ್ಪಾರ್ಚನೆ ಮಾಡಲಾಯಿತು. ಕಾಯಕವೇ ಕೈಲಾಸ ಎಂಬ ತತ್ವವನ್ನು ಶರಣರು ಸಾರಿದರು. ಅವರ ಆದರ್ಶಗಳನ್ನು ಪಾಲಿಸಬೇಕು ಎಂದು ಪಿಡಿಒ ಹೇಳಿದರು. ಗ್ರಾಮ ಪಂಚಾಯಿತಿ ಅಧ್ಯಕ್ಷರು,: [604, 912, 680, 1011]
kayaka-body-col1: ದೇವರಪುಷ್ಪರಗಿ: ಗ್ರಾಮದ ಗ್ರಾಮ ಪಂಚಾಯಿತಿ ಕಾರ್ಯಾಲಯದಲ್ಲಿ ಕಾಯಕ ಶರಣರ ಜಯಂತಿಯನ್ನು ಆಚರಿಸಲಾಯಿತು. ಮಾದಾರ ಚೆನ್ನಯ್ಯ, ಡೋಹರ ಕಕ್ಕಯ್ಯ, ಉರಿಲಿಂಗ ಪೆದ್ದಿ, ಸಮಗಾರ ಹರಳಯ್ಯ ಹಾಗೂ ಮಾದರ ಧೂಳಯ್ಯ ಅವರ ಭಾವಚಿತ್ರಕ್ಕೆ ಪುಷ್ಪಾರ್ಚನೆ ಮಾಡಲಾಯಿತು. ಕಾಯಕವೇ ಕೈಲಾಸ ಎಂಬ ತತ್ವವನ್ನು ಶರಣರು ಸಾರಿದರು. ಅವರ ಆದರ್ಶಗಳನ್ನು ಪಾಲಿಸಬೇಕು ಎಂದು ಪಿಡಿಒ ಹೇಳಿದರು. ಗ್ರಾಮ ಪಂಚಾಯಿತಿ ಅಧ್ಯಕ್ಷರು, ಸ: [442, 912, 520, 1011]
renuka-body-col1: ಬಯಲು ಸಿಂಹ ವಾರ್ತೆ: ನಗರದಲ್ಲಿ ಶ್ರೀ ರೇಣುಕಾ ಯಲ್ಲಮ್ಮದೇವಿ ಜಯಂತ್ಯೋತ್ಸವವನ್ನು ಸಂಭ್ರಮ ಸಡಗರದಿಂದ ಆಚರಿಸಲು ತೀರ್ಮಾನಿಸಲಾಗಿದೆ ಎಂದು ಸಮಾಜದ ಮುಖಂಡ ರಾಮಚಂದ್ರಪ್ಪ ತಿಳಿಸಿದರು. ಪೂರ್ವಭಾವಿ ಸಭೆಯಲ್ಲಿ ಮಾತನಾಡಿದ ಅವರು, ಜಯಂತ್ಯೋತ್ಸವದ ಅಂಗವಾಗಿ ಮೆರವಣಿಗೆ, ಧಾರ್ಮಿಕ ಕಾರ್ಯಕ್ರಮಗಳು ನಡೆಯಲಿವೆ. ಸಮಾಜದ ಎಲ್ಲ ಬಾಂಧವರು ಭಾಗವಹಿಸಬೇಕು ಎಂದು ಮನವಿ ಮಾಡಿದರು. ಕಾರ್ಯಕ್ರಮದ ಯಶಸ್ಸಿಗೆ ವಿವಿಧ ಸಮಿತಿಗಳನ್ನು ರಚಿಸಲಾಯಿತು. ಸಭೆಯಲ್ಲಿ ಸಮಾಜದ ಹಿರಿಯರು, ಯುವಕರು ಉಪಸ್ಥಿತರಿದ್ದರು. ದೇವಿಯ ಭಾವಚಿತ್ರದ ಮೆರವಣಿಗೆ ನಗರದ ಪ್ರಮುಖ ಬೀದಿಗಳಲ್ಲಿ ನಡೆಯಲಿದೆ. ಅನ್ನಸಂತರ್ಪಣೆ ಏರ್ಪಡಿಸಲಾಗಿದೆ. ಕಾರ್ಯಕ್ರಮಕ್ಕೆ ಗಣ್ಯರನ್ನು ಆಹ್ವಾನಿಸಲಾಗುವುದು. ಸಮಾಜದ ಪ್ರತಿಭಾವಂತ ವಿದ್ಯಾರ್ಥಿಗಳಿಗೆ ಸನ್ಮಾನ ಮಾಡಲಾಗುವುದು. ಕಾರ್ಯಕ್ರಮದ ಸಿದ್ಧತೆ ಭರದಿಂದ ಸಾಗಿದೆ. ಸಮಾಜ ಬಾಂಧವರು ಸಹಕರಿಸಬೇಕು ಎಂದು ಕೋರಿದರು.: [566, 394, 680, 534]
renuka-photo: [364, 394, 562, 528]
